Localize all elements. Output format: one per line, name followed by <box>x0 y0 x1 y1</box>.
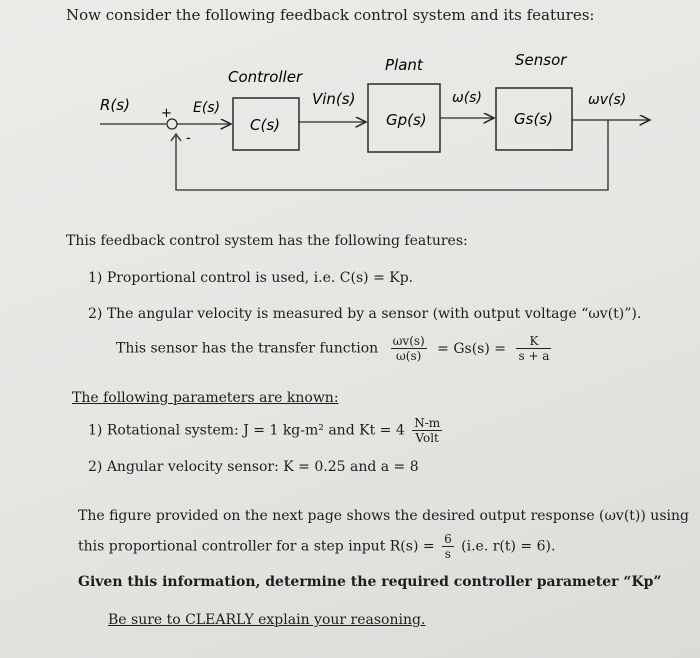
feature-item-1: 1) Proportional control is used, i.e. C(s) = Kp. <box>88 270 414 286</box>
problem-line-2-suffix: (i.e. r(t) = 6). <box>461 538 556 555</box>
sensor-block-label: Gs(s) <box>514 110 553 128</box>
tf-k: K <box>516 334 551 349</box>
plus-sign: + <box>161 106 172 121</box>
param-item-1 <box>88 416 442 445</box>
problem-line-2-text: this proportional controller for a step input R(s) = <box>78 538 435 555</box>
output-label: ωv(s) <box>588 92 627 108</box>
intro-text: Now consider the following feedback control system and its features: <box>66 6 595 24</box>
feedback-path <box>176 120 608 190</box>
transfer-function-row <box>116 334 551 363</box>
plant-label: Plant <box>385 56 423 74</box>
tf-fraction-left <box>391 334 427 363</box>
controller-label: Controller <box>228 68 303 86</box>
omega-label: ω(s) <box>452 90 482 106</box>
param-item-2: 2) Angular velocity sensor: K = 0.25 and a = 8 <box>88 459 419 475</box>
tf-s-plus-a: s + a <box>518 349 550 363</box>
features-heading: This feedback control system has the following features: <box>66 233 468 249</box>
minus-sign: - <box>186 131 191 146</box>
unit-numerator: N-m <box>414 416 441 430</box>
tf-fraction-right <box>516 334 551 363</box>
params-heading: The following parameters are known: <box>72 390 339 406</box>
problem-line-1: The figure provided on the next page shows the desired output response (ωv(t)) using <box>78 508 689 524</box>
param-item-1-text: 1) Rotational system: J = 1 kg-m² and Kt = 4 <box>88 422 405 439</box>
tf-denominator: ω(s) <box>396 349 422 363</box>
reasoning-note: Be sure to CLEARLY explain your reasoning. <box>108 612 426 628</box>
step-fraction <box>442 532 454 561</box>
feature-item-2: 2) The angular velocity is measured by a sensor (with output voltage “ωv(t)”). <box>88 306 642 322</box>
step-numerator: 6 <box>444 532 452 546</box>
problem-line-2 <box>78 532 555 561</box>
step-denominator: s <box>444 547 451 561</box>
sensor-label: Sensor <box>515 51 567 69</box>
tf-numerator: ωv(s) <box>392 334 425 348</box>
vin-label: Vin(s) <box>312 90 356 108</box>
input-label: R(s) <box>100 96 130 114</box>
controller-block-label: C(s) <box>250 116 280 134</box>
unit-fraction <box>412 416 442 445</box>
unit-denominator: Volt <box>415 431 439 445</box>
question-text: Given this information, determine the required controller parameter “Kp” <box>78 574 662 590</box>
block-diagram <box>0 0 700 215</box>
plant-block-label: Gp(s) <box>386 111 427 129</box>
tf-text: This sensor has the transfer function <box>116 340 379 357</box>
tf-equals: = Gs(s) = <box>437 340 507 357</box>
error-label: E(s) <box>193 100 221 116</box>
